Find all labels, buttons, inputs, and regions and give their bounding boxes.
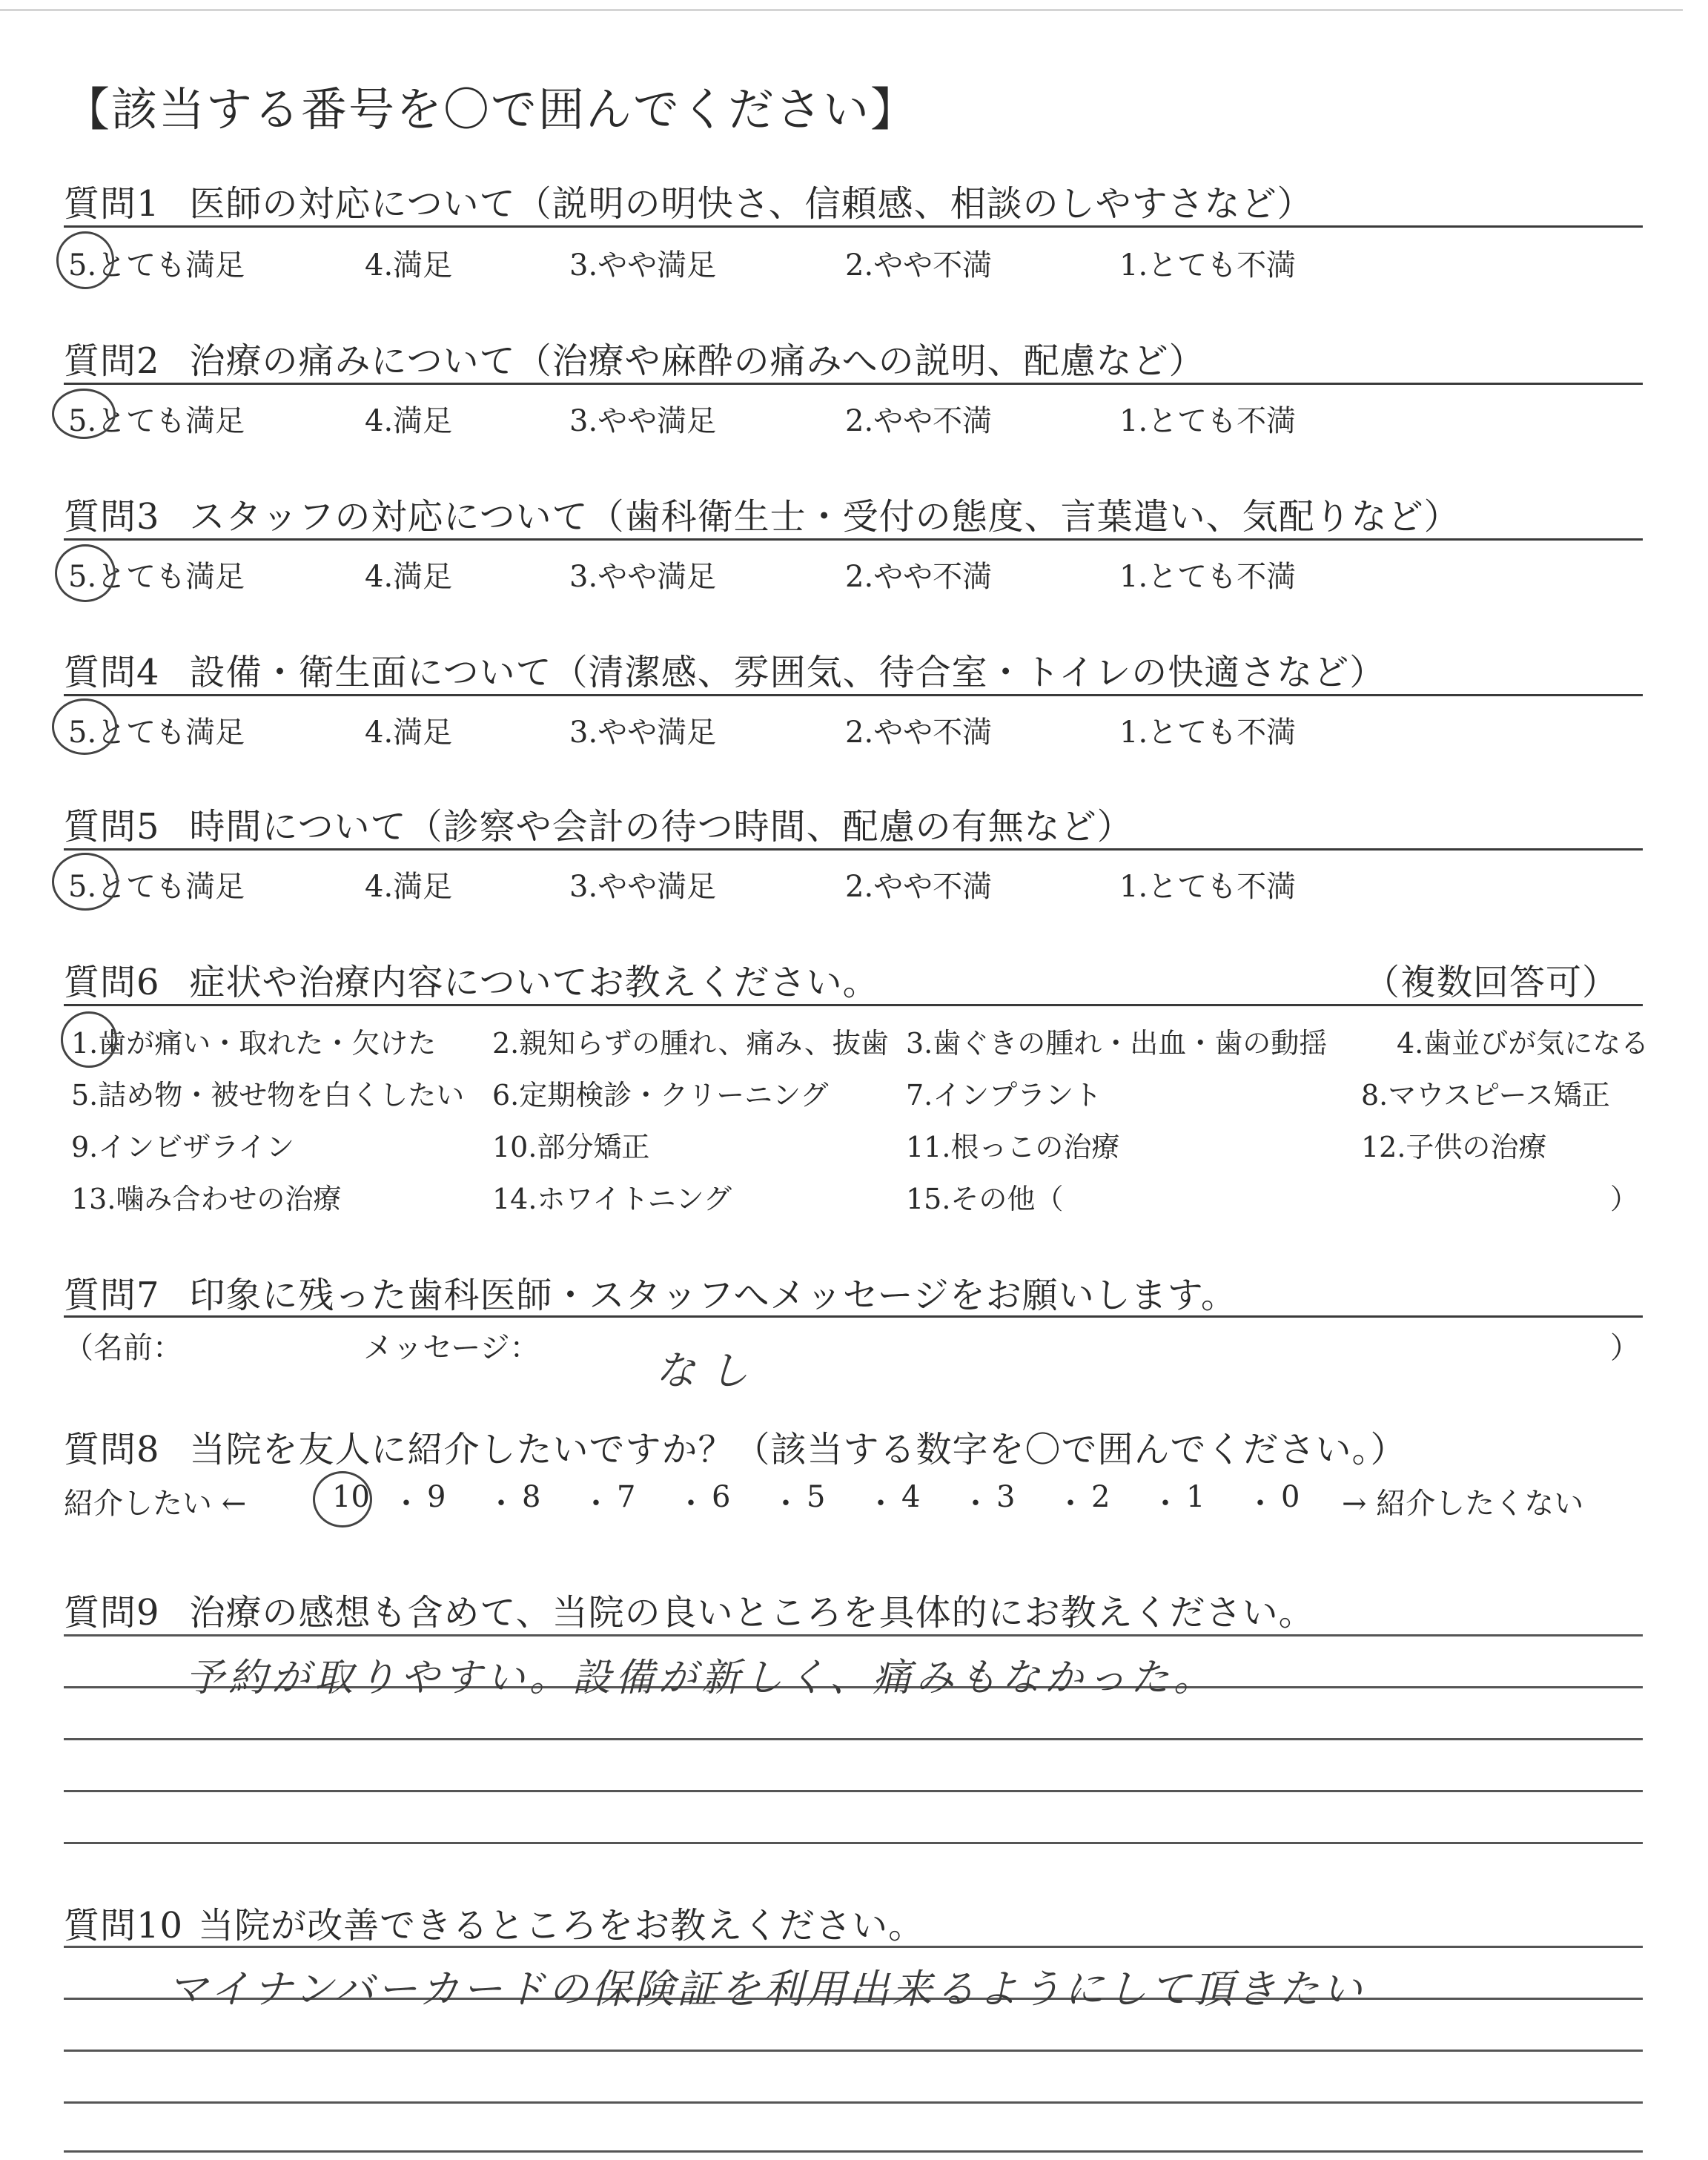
q4-option-4[interactable]: 4.満足 [365, 716, 453, 750]
question-9-label: 質問9 [64, 1592, 160, 1634]
question-7-label: 質問7 [64, 1275, 160, 1316]
question-7 [64, 1266, 1237, 1318]
q3-option-5[interactable]: 5.とても満足 [68, 560, 245, 594]
q6-selection-circle [61, 1011, 117, 1068]
q7-name-label: （名前： [64, 1331, 182, 1365]
question-9 [64, 1584, 1315, 1635]
question-5-text: 時間について（診察や会計の待つ時間、配慮の有無など） [189, 806, 1133, 848]
q2-option-5[interactable]: 5.とても満足 [68, 404, 245, 438]
question-5-rule [64, 848, 1643, 851]
q6-option-6[interactable]: 6.定期検診・クリーニング [492, 1079, 829, 1112]
q3-option-2[interactable]: 2.やや不満 [845, 560, 993, 594]
question-3-label: 質問3 [64, 496, 160, 538]
question-6-rule [64, 1004, 1643, 1006]
q8-scale-3[interactable]: 3 [996, 1480, 1016, 1514]
question-10 [64, 1897, 924, 1948]
q1-selection-circle [56, 231, 114, 289]
q5-selection-circle [52, 853, 119, 911]
q5-option-4[interactable]: 4.満足 [365, 870, 453, 904]
q8-scale-7[interactable]: 7 [617, 1480, 636, 1514]
q10-answer-line-5 [64, 2150, 1643, 2153]
q6-option-4[interactable]: 4.歯並びが気になる [1397, 1027, 1649, 1060]
q8-scale-4[interactable]: 4 [901, 1480, 921, 1514]
q5-option-2[interactable]: 2.やや不満 [845, 870, 993, 904]
question-10-label: 質問10 [64, 1905, 184, 1946]
question-6 [64, 954, 879, 1005]
q8-scale-5[interactable]: 5 [807, 1480, 826, 1514]
question-8-text: 当院を友人に紹介したいですか？（該当する数字を〇で囲んでください。） [189, 1429, 1407, 1470]
q8-scale-dot: ・ [581, 1487, 611, 1521]
q7-message-answer[interactable]: なし [655, 1347, 762, 1394]
page-heading: 【該当する番号を〇で囲んでください】 [64, 82, 918, 136]
q3-option-4[interactable]: 4.満足 [365, 560, 453, 594]
q6-option-11[interactable]: 11.根っこの治療 [906, 1131, 1120, 1163]
q1-option-3[interactable]: 3.やや満足 [569, 248, 717, 283]
q5-option-3[interactable]: 3.やや満足 [569, 870, 717, 904]
question-1 [64, 175, 1314, 226]
q9-answer-line-1 [64, 1634, 1643, 1636]
question-6-label: 質問6 [64, 962, 160, 1003]
q6-option-5[interactable]: 5.詰め物・被せ物を白くしたい [71, 1079, 465, 1112]
q7-close-paren: ） [1610, 1331, 1640, 1365]
q2-option-4[interactable]: 4.満足 [365, 404, 453, 438]
q6-option-12[interactable]: 12.子供の治療 [1361, 1131, 1547, 1163]
question-8 [64, 1421, 1407, 1472]
q6-option-3[interactable]: 3.歯ぐきの腫れ・出血・歯の動揺 [906, 1027, 1328, 1060]
q10-answer-line-1 [64, 1946, 1643, 1948]
q8-scale-10[interactable]: 10 [332, 1480, 370, 1514]
q8-scale-9[interactable]: 9 [427, 1480, 446, 1514]
q2-option-3[interactable]: 3.やや満足 [569, 404, 717, 438]
question-4-label: 質問4 [64, 652, 160, 693]
q3-selection-circle [55, 544, 116, 602]
question-3-rule [64, 538, 1643, 541]
q6-option-9[interactable]: 9.インビザライン [71, 1131, 295, 1163]
q6-option-14[interactable]: 14.ホワイトニング [492, 1183, 732, 1215]
q1-option-2[interactable]: 2.やや不満 [845, 248, 993, 283]
q1-option-5[interactable]: 5.とても満足 [68, 248, 245, 283]
question-7-text: 印象に残った歯科医師・スタッフへメッセージをお願いします。 [189, 1275, 1237, 1316]
q8-scale-dot: ・ [771, 1487, 801, 1521]
question-2-rule [64, 383, 1643, 385]
q10-answer-line-4 [64, 2101, 1643, 2104]
question-3 [64, 488, 1460, 539]
q6-option-7[interactable]: 7.インプラント [906, 1079, 1102, 1112]
question-2-text: 治療の痛みについて（治療や麻酔の痛みへの説明、配慮など） [189, 340, 1205, 382]
q8-scale-dot: ・ [391, 1487, 421, 1521]
q6-option-8[interactable]: 8.マウスピース矯正 [1361, 1079, 1610, 1112]
q8-scale-1[interactable]: 1 [1186, 1480, 1205, 1514]
q1-option-1[interactable]: 1.とても不満 [1119, 248, 1297, 283]
question-3-text: スタッフの対応について（歯科衛生士・受付の態度、言葉遣い、気配りなど） [189, 496, 1460, 538]
question-4-text: 設備・衛生面について（清潔感、雰囲気、待合室・トイレの快適さなど） [189, 652, 1386, 693]
question-9-text: 治療の感想も含めて、当院の良いところを具体的にお教えください。 [189, 1592, 1315, 1634]
q6-other-close: ） [1610, 1183, 1639, 1215]
q4-option-5[interactable]: 5.とても満足 [68, 716, 245, 750]
q4-option-1[interactable]: 1.とても不満 [1119, 716, 1297, 750]
question-1-text: 医師の対応について（説明の明快さ、信頼感、相談のしやすさなど） [189, 183, 1314, 225]
question-1-label: 質問1 [64, 183, 160, 225]
q8-left-label: 紹介したい ← [64, 1487, 247, 1521]
question-6-text: 症状や治療内容についてお教えください。 [189, 962, 879, 1003]
q8-scale-0[interactable]: 0 [1281, 1480, 1300, 1514]
q3-option-1[interactable]: 1.とても不満 [1119, 560, 1297, 594]
q8-right-label: → 紹介したくない [1342, 1487, 1584, 1521]
q8-scale-dot: ・ [866, 1487, 896, 1521]
q4-option-3[interactable]: 3.やや満足 [569, 716, 717, 750]
q2-option-2[interactable]: 2.やや不満 [845, 404, 993, 438]
q6-option-2[interactable]: 2.親知らずの腫れ、痛み、抜歯 [492, 1027, 889, 1060]
q10-answer-line-3 [64, 2050, 1643, 2052]
q2-selection-circle [52, 389, 116, 439]
question-2-label: 質問2 [64, 340, 160, 382]
q8-scale-8[interactable]: 8 [522, 1480, 541, 1514]
q5-option-5[interactable]: 5.とても満足 [68, 870, 245, 904]
q9-answer-text[interactable]: 予約が取りやすい。設備が新しく、痛みもなかった。 [185, 1656, 1217, 1700]
question-5 [64, 798, 1133, 849]
q2-option-1[interactable]: 1.とても不満 [1119, 404, 1297, 438]
q4-option-2[interactable]: 2.やや不満 [845, 716, 993, 750]
q8-scale-dot: ・ [1151, 1487, 1180, 1521]
q8-selection-circle [313, 1471, 372, 1527]
q8-scale-2[interactable]: 2 [1091, 1480, 1110, 1514]
q6-option-10[interactable]: 10.部分矯正 [492, 1131, 650, 1163]
question-1-rule [64, 225, 1643, 228]
question-2 [64, 332, 1205, 383]
question-5-label: 質問5 [64, 806, 160, 848]
q6-option-13[interactable]: 13.噛み合わせの治療 [71, 1183, 342, 1215]
q6-option-15[interactable]: 15.その他（ [906, 1183, 1064, 1215]
q8-scale-6[interactable]: 6 [712, 1480, 731, 1514]
q1-option-4[interactable]: 4.満足 [365, 248, 453, 283]
q8-scale-dot: ・ [486, 1487, 516, 1521]
q7-message-label: メッセージ： [363, 1331, 540, 1365]
q9-answer-line-4 [64, 1790, 1643, 1792]
q3-option-3[interactable]: 3.やや満足 [569, 560, 717, 594]
q4-selection-circle [52, 698, 117, 755]
q8-scale-dot: ・ [961, 1487, 990, 1521]
q9-answer-line-5 [64, 1842, 1643, 1844]
question-6-note: （複数回答可） [1364, 962, 1619, 1003]
question-8-label: 質問8 [64, 1429, 160, 1470]
q8-scale-dot: ・ [676, 1487, 706, 1521]
question-10-text: 当院が改善できるところをお教えください。 [198, 1905, 925, 1946]
q5-option-1[interactable]: 1.とても不満 [1119, 870, 1297, 904]
q9-answer-line-3 [64, 1738, 1643, 1740]
scan-edge [0, 9, 1683, 11]
q6-option-1[interactable]: 1.歯が痛い・取れた・欠けた [71, 1027, 437, 1060]
question-7-rule [64, 1315, 1643, 1318]
question-4-rule [64, 694, 1643, 696]
q10-answer-text[interactable]: マイナンバーカードの保険証を利用出来るようにして頂きたい [168, 1966, 1366, 2012]
q8-scale-dot: ・ [1245, 1487, 1275, 1521]
question-4 [64, 644, 1386, 695]
q8-scale-dot: ・ [1056, 1487, 1085, 1521]
